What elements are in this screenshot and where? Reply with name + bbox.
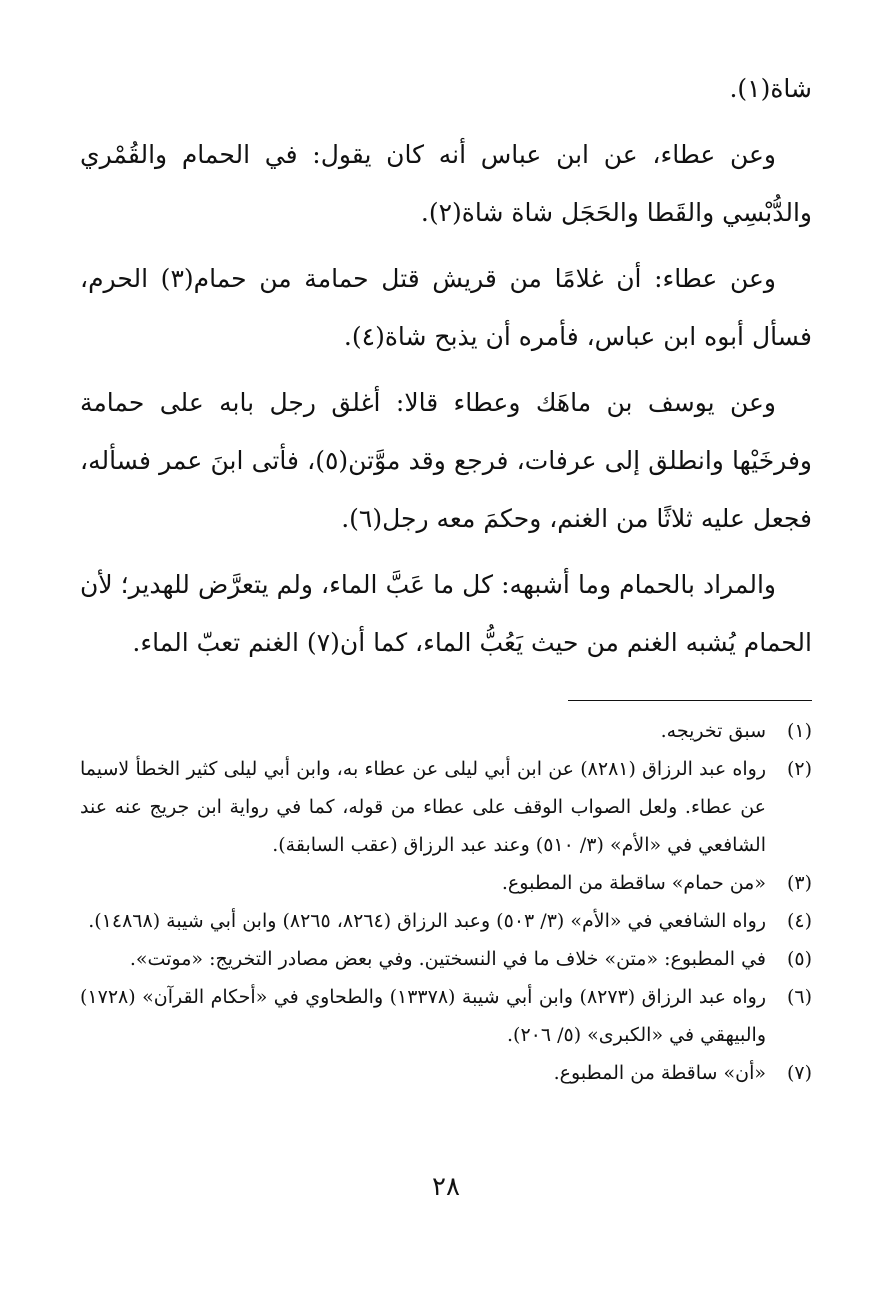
footnote-item [80, 864, 812, 902]
paragraph: وعن عطاء: أن غلامًا من قريش قتل حمامة من حمام(٣) الحرم، فسأل أبوه ابن عباس، فأمره أن يذبح شاة(٤). [80, 264, 812, 351]
footnote-text: في المطبوع: «متن» خلاف ما في النسختين. وفي بعض مصادر التخريج: «موتت». [129, 948, 766, 970]
footnote-number: (٥) [786, 948, 812, 970]
paragraph: وعن عطاء، عن ابن عباس أنه كان يقول: في الحمام والقُمْري والدُّبْسِي والقَطا والحَجَل شاة شاة(٢). [80, 140, 812, 227]
footnote-item [80, 940, 812, 978]
footnote-item [80, 902, 812, 940]
footnote-item [80, 750, 812, 864]
paragraph: شاة(١). [729, 74, 812, 103]
footnote-divider [568, 700, 812, 701]
footnote-text: «من حمام» ساقطة من المطبوع. [501, 872, 766, 894]
footnotes [80, 712, 812, 1092]
paragraph: والمراد بالحمام وما أشبهه: كل ما عَبَّ الماء، ولم يتعرَّض للهدير؛ لأن الحمام يُشبه الغنم من حيث يَعُبُّ الماء، كما أن(٧) الغنم تعبّ الماء. [80, 570, 812, 657]
footnote-text: رواه عبد الرزاق (٨٢٨١) عن ابن أبي ليلى عن عطاء به، وابن أبي ليلى كثير الخطأ لاسيما عن عطاء. ولعل الصواب الوقف على عطاء من قوله، كما في رواية ابن جريج عنه عند الشافعي في «الأم» (٣/ ٥١٠) وعند عبد الرزاق (عقب السابقة). [80, 758, 767, 856]
footnote-item [80, 1054, 812, 1092]
footnote-number: (٤) [786, 910, 812, 932]
footnote-text: رواه الشافعي في «الأم» (٣/ ٥٠٣) وعبد الرزاق (٨٢٦٤، ٨٢٦٥) وابن أبي شيبة (١٤٨٦٨). [88, 910, 766, 932]
footnote-number: (٧) [786, 1062, 812, 1084]
footnote-text: «أن» ساقطة من المطبوع. [553, 1062, 766, 1084]
footnote-number: (٢) [786, 758, 812, 780]
page-number: ٢٨ [432, 1172, 460, 1202]
main-text [80, 60, 812, 672]
footnote-number: (٣) [786, 872, 812, 894]
footnote-number: (٦) [786, 986, 812, 1008]
footnote-number: (١) [786, 720, 812, 742]
book-page [80, 60, 812, 1084]
paragraph: وعن يوسف بن ماهَك وعطاء قالا: أغلق رجل بابه على حمامة وفرخَيْها وانطلق إلى عرفات، فرجع وقد موَّتن(٥)، فأتى ابنَ عمر فسأله، فجعل عليه ثلاثًا من الغنم، وحكمَ معه رجل(٦). [80, 388, 812, 533]
footnote-item [80, 978, 812, 1054]
footnote-item [80, 712, 812, 750]
footnote-text: سبق تخريجه. [660, 720, 766, 742]
footnote-text: رواه عبد الرزاق (٨٢٧٣) وابن أبي شيبة (١٣٣٧٨) والطحاوي في «أحكام القرآن» (١٧٢٨) والبيهقي في «الكبرى» (٥/ ٢٠٦). [80, 986, 766, 1046]
